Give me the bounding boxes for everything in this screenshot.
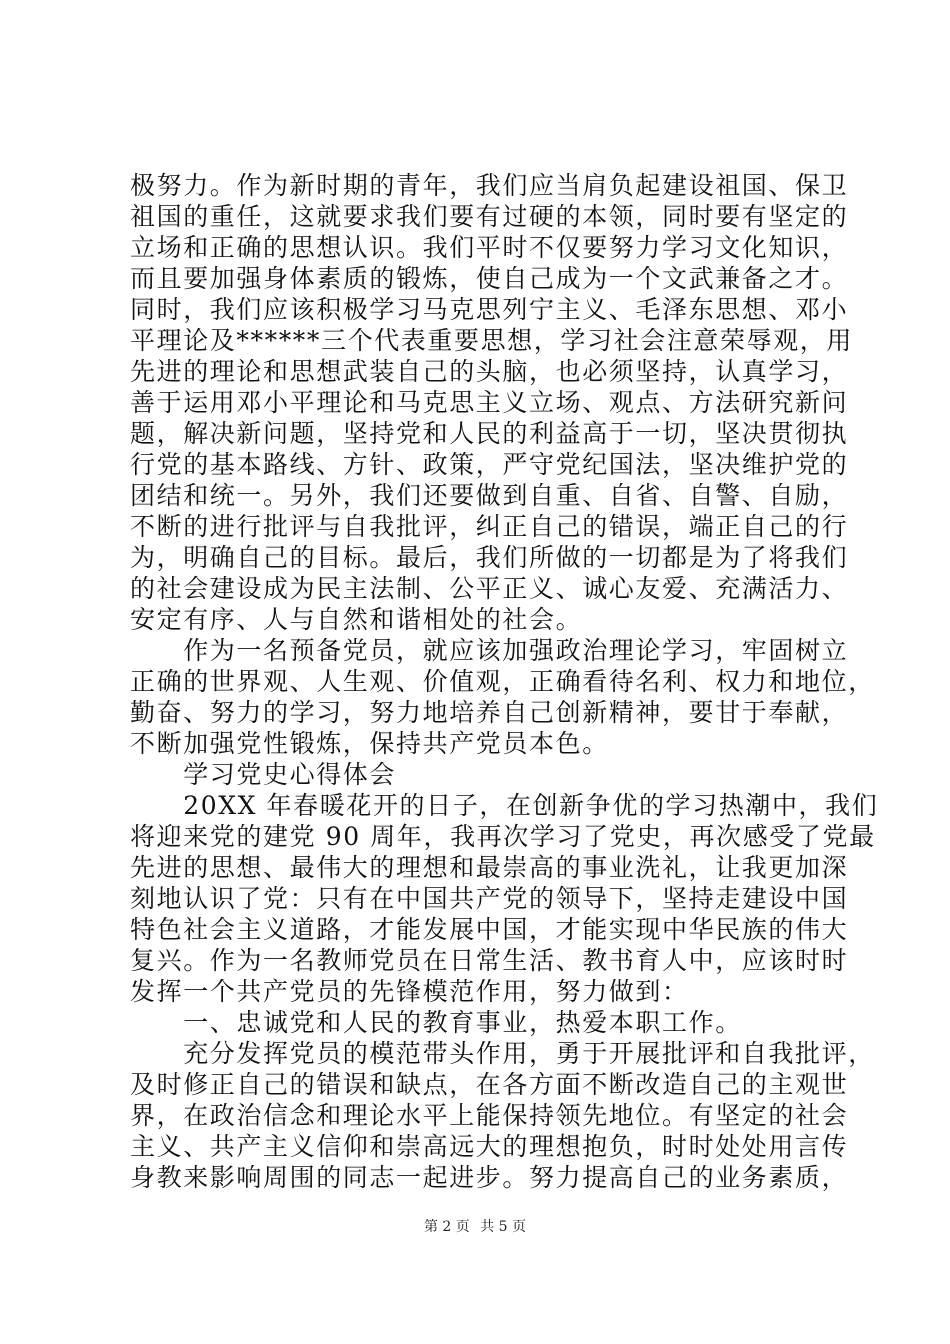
text-line: 安定有序、人与自然和谐相处的社会。 <box>130 605 583 634</box>
text-line: 而且要加强身体素质的锻炼，使自己成为一个文武兼备之才。 <box>130 264 849 293</box>
text-line: 正确的世界观、人生观、价值观，正确看待名利、权力和地位， <box>130 667 875 696</box>
text-line: 勤奋、努力的学习，努力地培养自己创新精神，要甘于奉献， <box>130 698 849 727</box>
text-line: 不断的进行批评与自我批评，纠正自己的错误，端正自己的行 <box>130 512 849 541</box>
text-line: 善于运用邓小平理论和马克思主义立场、观点、方法研究新问 <box>130 388 849 417</box>
text-line: 及时修正自己的错误和缺点，在各方面不断改造自己的主观世 <box>130 1070 849 1099</box>
text-line: 团结和统一。另外，我们还要做到自重、自省、自警、自励， <box>130 481 849 510</box>
text-line: 同时，我们应该积极学习马克思列宁主义、毛泽东思想、邓小 <box>130 295 849 324</box>
text-line: 身教来影响周围的同志一起进步。努力提高自己的业务素质， <box>130 1163 849 1192</box>
text-line: 祖国的重任，这就要求我们要有过硬的本领，同时要有坚定的 <box>130 202 849 231</box>
text-line: 界，在政治信念和理论水平上能保持领先地位。有坚定的社会 <box>130 1101 849 1130</box>
text-line: 为，明确自己的目标。最后，我们所做的一切都是为了将我们 <box>130 543 849 572</box>
list-heading: 一、忠诚党和人民的教育事业，热爱本职工作。 <box>130 1008 742 1037</box>
text-line: 题，解决新问题，坚持党和人民的利益高于一切，坚决贯彻执 <box>130 419 849 448</box>
text-line: 先进的理论和思想武装自己的头脑，也必须坚持，认真学习， <box>130 357 849 386</box>
text-line: 不断加强党性锻炼，保持共产党员本色。 <box>130 729 609 758</box>
text-line: 发挥一个共产党员的先锋模范作用，努力做到： <box>130 977 689 1006</box>
text-line: 特色社会主义道路，才能发展中国，才能实现中华民族的伟大 <box>130 915 849 944</box>
text-line: 平理论及******三个代表重要思想，学习社会注意荣辱观，用 <box>130 326 854 355</box>
text-line: 立场和正确的思想认识。我们平时不仅要努力学习文化知识， <box>130 233 849 262</box>
paragraph-start-line: 充分发挥党员的模范带头作用，勇于开展批评和自我批评， <box>130 1039 875 1068</box>
page-footer <box>0 1217 950 1237</box>
text-line: 极努力。作为新时期的青年，我们应当肩负起建设祖国、保卫 <box>130 171 849 200</box>
text-line: 行党的基本路线、方针、政策，严守党纪国法，坚决维护党的 <box>130 450 849 479</box>
text-line: 刻地认识了党：只有在中国共产党的领导下，坚持走建设中国 <box>130 884 849 913</box>
text-line: 将迎来党的建党 90 周年，我再次学习了党史，再次感受了党最 <box>130 822 876 851</box>
text-line: 先进的思想、最伟大的理想和最崇高的事业洗礼，让我更加深 <box>130 853 849 882</box>
section-heading: 学习党史心得体会 <box>130 760 397 789</box>
page-total: 共 5 页 <box>480 1219 527 1235</box>
page-number: 第 2 页 <box>423 1219 470 1235</box>
text-line: 主义、共产主义信仰和崇高远大的理想抱负，时时处处用言传 <box>130 1132 849 1161</box>
paragraph-start-line: 作为一名预备党员，就应该加强政治理论学习，牢固树立 <box>130 636 849 665</box>
paragraph-start-line: 20XX 年春暖花开的日子，在创新争优的学习热潮中，我们 <box>130 791 879 820</box>
text-line: 的社会建设成为民主法制、公平正义、诚心友爱、充满活力、 <box>130 574 849 603</box>
document-body <box>130 170 879 1193</box>
text-line: 复兴。作为一名教师党员在日常生活、教书育人中，应该时时 <box>130 946 849 975</box>
